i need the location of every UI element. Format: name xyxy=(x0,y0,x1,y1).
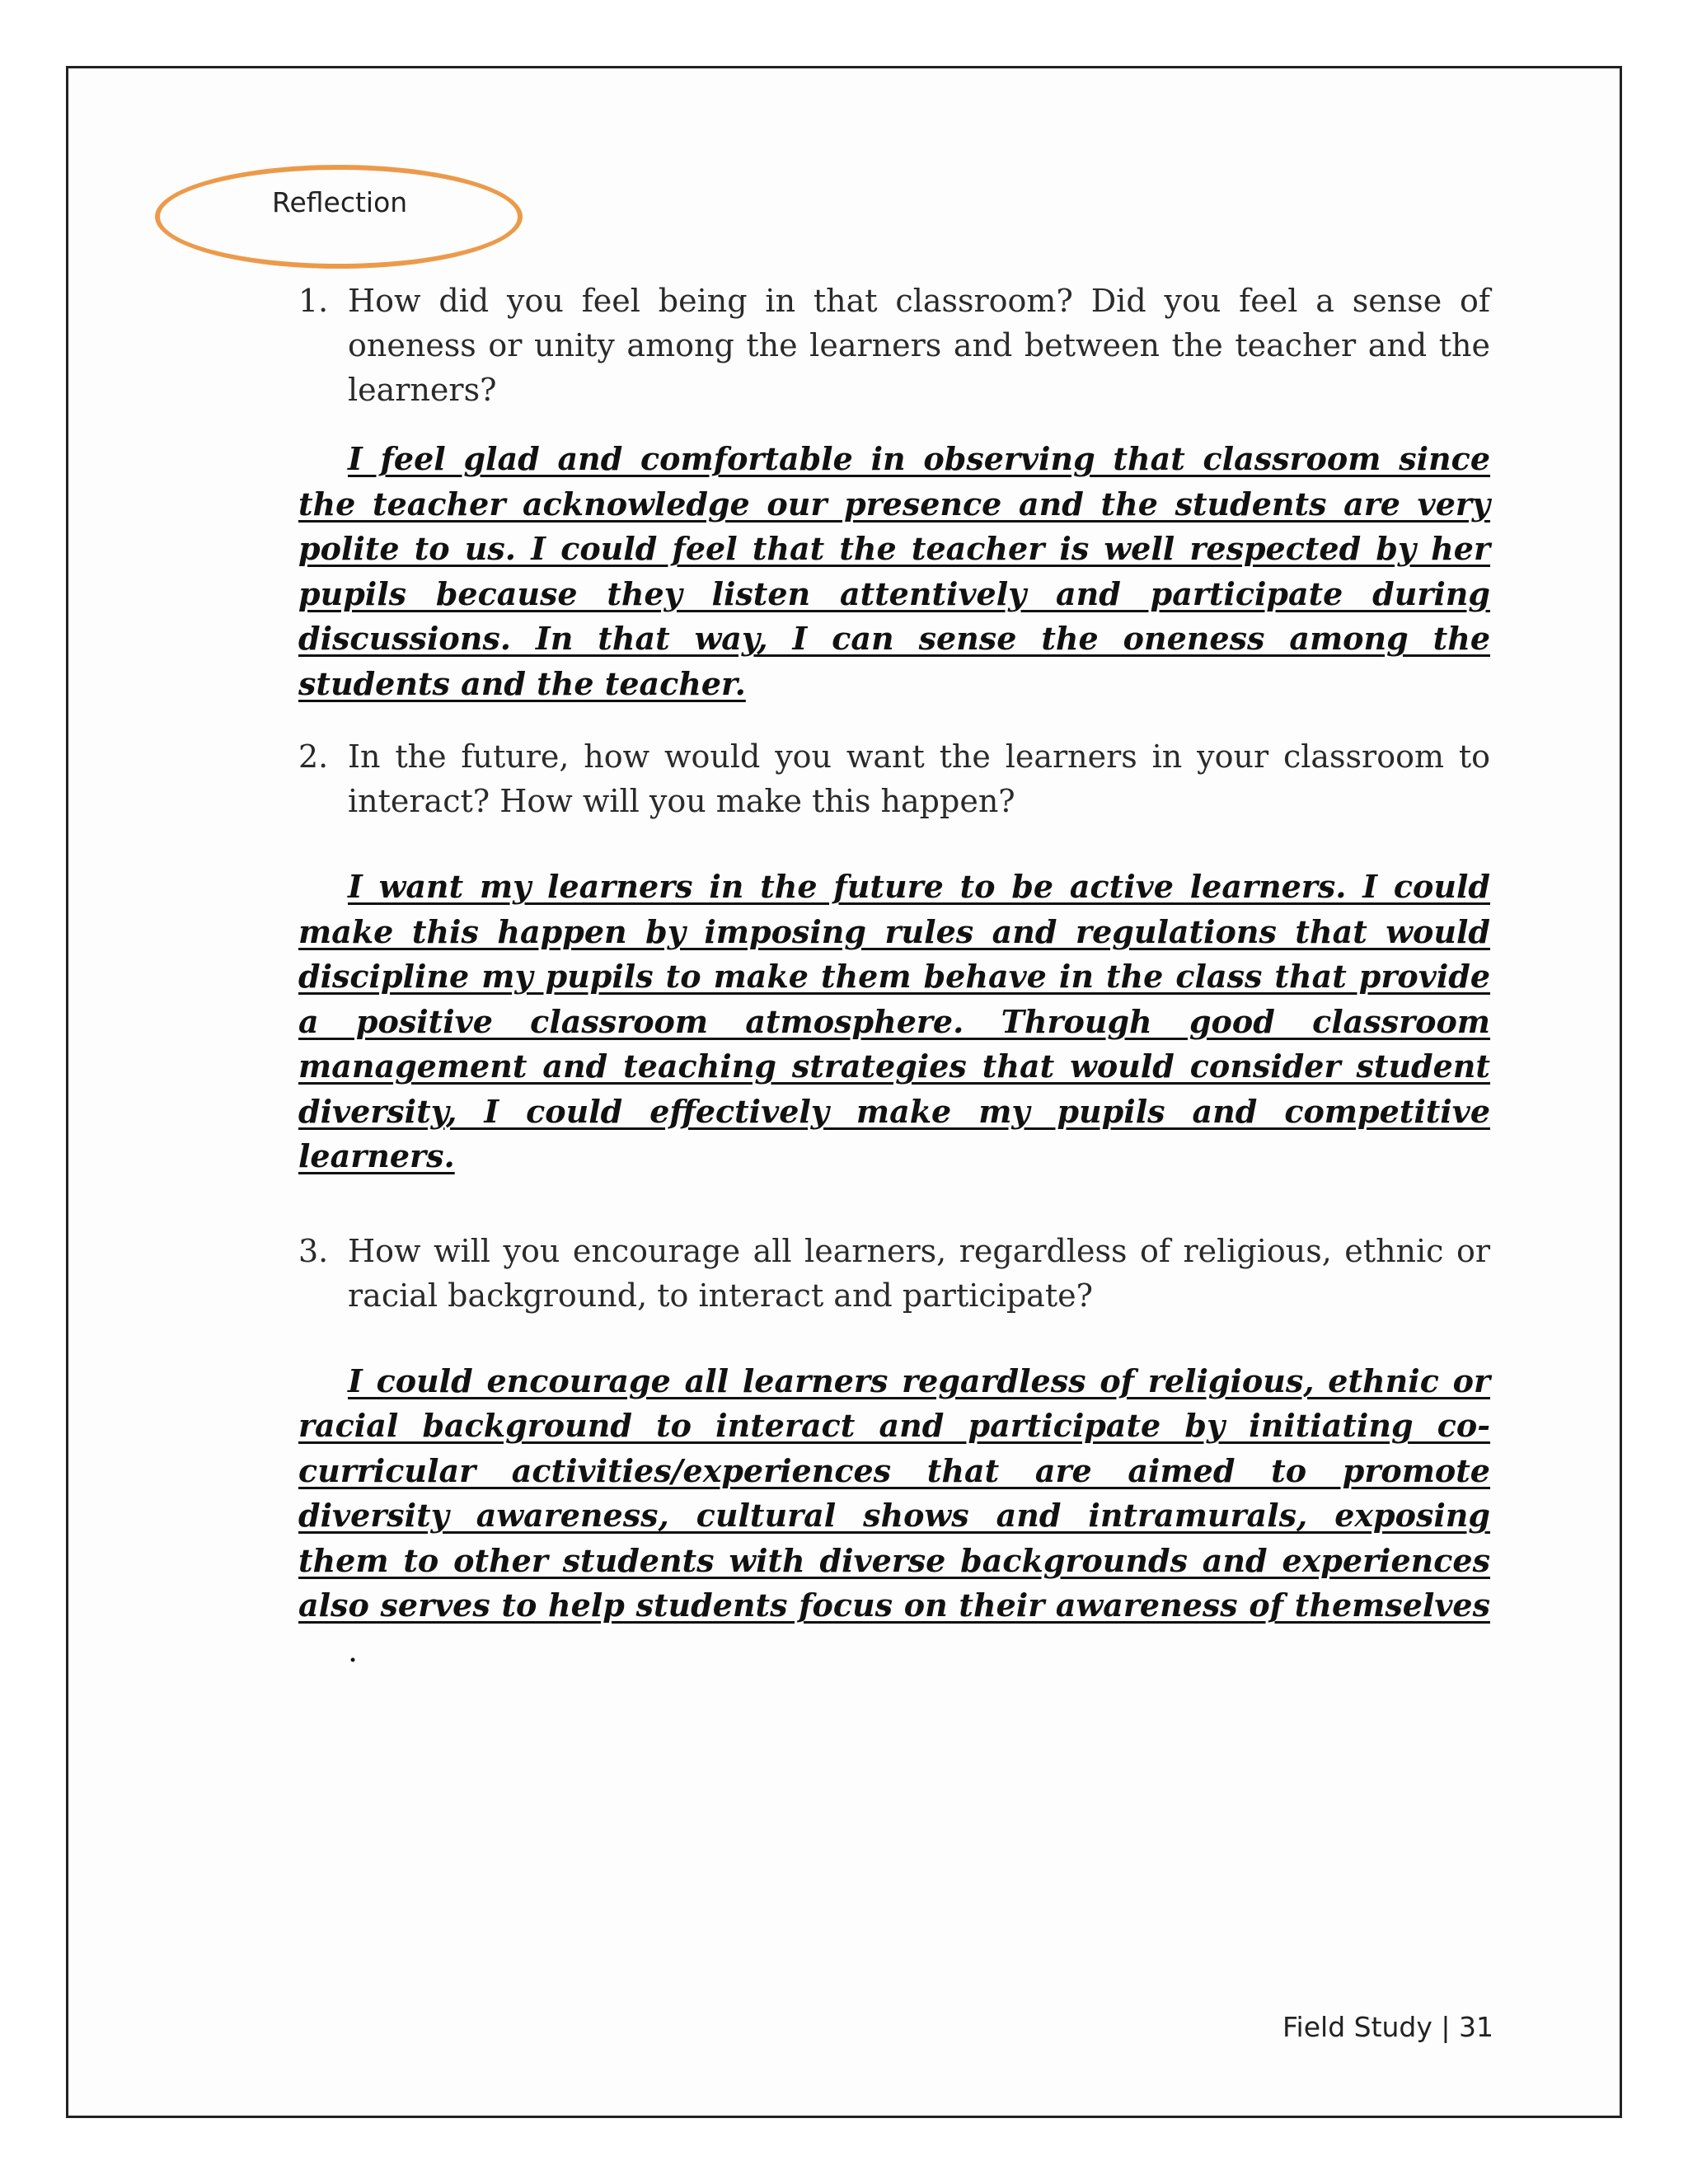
page-footer: Field Study | 31 xyxy=(1282,2011,1493,2043)
question-number: 2. xyxy=(298,738,329,775)
question-2 xyxy=(298,734,1490,823)
question-3 xyxy=(298,1229,1490,1318)
question-1 xyxy=(298,279,1490,412)
answer-text: I could encourage all learners regardless of religious, ethnic or racial background to interact and participate by initiating co-curricular activities/experiences that are aimed to promote diversity awareness, cultural shows and intramurals, exposing them to other students with diverse backgrounds and experiences also serves to help students focus on their awareness of themselves xyxy=(298,1361,1490,1624)
answer-text: I feel glad and comfortable in observing that classroom since the teacher acknowledge our presence and the students are very polite to us. I could feel that the teacher is well respected by her pupils because they listen attentively and participate during discussions. In that way, I can sense the oneness among the students and the teacher. xyxy=(298,440,1490,702)
answer-text: I want my learners in the future to be active learners. I could make this happen by imposing rules and regulations that would discipline my pupils to make them behave in the class that provide a positive classroom atmosphere. Through good classroom management and teaching strategies that would consider student diversity, I could effectively make my pupils and competitive learners. xyxy=(298,868,1490,1174)
answer-3 xyxy=(298,1359,1490,1674)
answer-end: . xyxy=(348,1632,359,1669)
answer-1 xyxy=(298,437,1490,706)
section-label: Reflection xyxy=(272,186,408,218)
question-text: In the future, how would you want the learners in your classroom to interact? How will you make this happen? xyxy=(348,738,1490,819)
question-text: How will you encourage all learners, regardless of religious, ethnic or racial background, to interact and participate? xyxy=(348,1232,1490,1314)
answer-2 xyxy=(298,865,1490,1179)
question-number: 3. xyxy=(298,1232,329,1269)
reflection-content xyxy=(298,279,1490,1673)
question-number: 1. xyxy=(298,283,329,319)
question-text: How did you feel being in that classroom? Did you feel a sense of oneness or unity among the learners and between the teacher and the learners? xyxy=(348,283,1490,408)
